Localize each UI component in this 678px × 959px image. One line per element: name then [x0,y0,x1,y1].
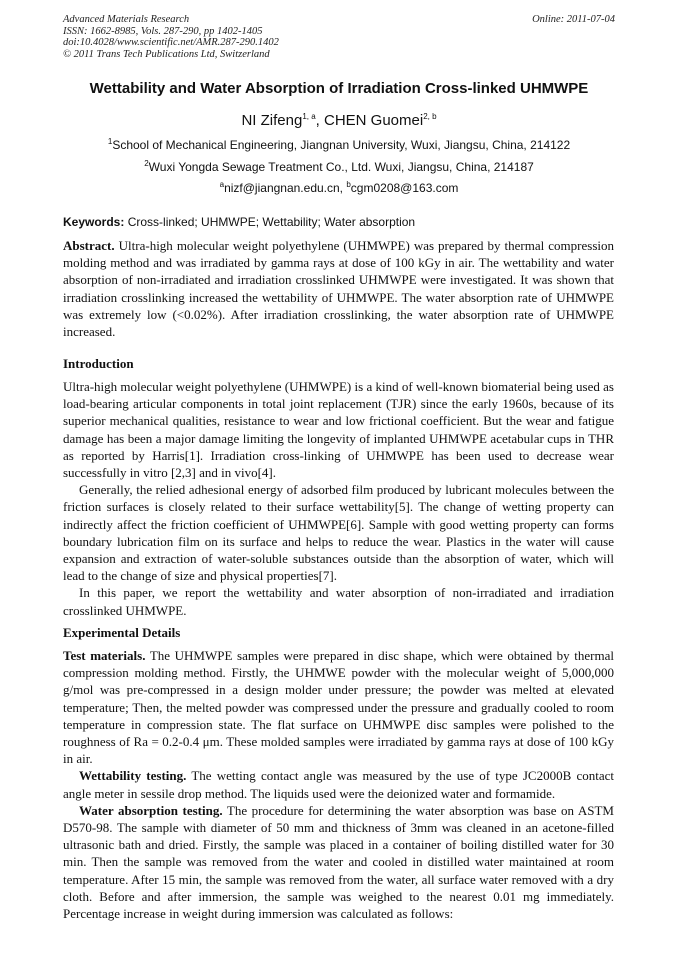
author-separator: , [315,112,324,129]
wettability-paragraph [63,767,614,801]
abstract-block [63,237,614,340]
author-line [40,112,638,129]
introduction-body [63,378,614,619]
email-b-sup: b [346,180,351,189]
issn-line: ISSN: 1662-8985, Vols. 287-290, pp 1402-1405 [63,25,263,37]
affiliation-1-text: School of Mechanical Engineering, Jiangnan University, Wuxi, Jiangsu, China, 214122 [112,138,571,152]
affiliation-1 [40,138,638,152]
experimental-heading: Experimental Details [63,625,181,640]
affiliation-2 [40,160,638,174]
abstract-label: Abstract. [63,238,115,253]
affiliation-2-text: Wuxi Yongda Sewage Treatment Co., Ltd. Wuxi, Jiangsu, China, 214187 [148,160,534,174]
author-1-sup: 1, a [302,112,316,121]
intro-paragraph-3: In this paper, we report the wettability and water absorption of non-irradiated and irradiation crosslinked UHMWPE. [63,585,614,618]
author-2-sup: 2, b [423,112,437,121]
copyright-line: © 2011 Trans Tech Publications Ltd, Switzerland [63,48,270,60]
intro-paragraph-1: Ultra-high molecular weight polyethylene (UHMWPE) is a kind of well-known biomaterial being used as load-bearing articular components in total joint replacement (TJR) since the early 1960s, because of its superior mechanical qualities, resistance to wear and low frictional coefficient. But the wear and fatigue damage has been a major damage limiting the longevity of implanted UHMWPE acetabular cups in THR as reported by Harris[1]. Irradiation cross-linking of UHMWPE has been used to decrease wear successfully in vitro [2,3] and in vivo[4]. [63,379,614,481]
paper-title: Wettability and Water Absorption of Irradiation Cross-linked UHMWPE [89,80,589,97]
email-a-sup: a [219,180,225,189]
wettability-label: Wettability testing. [79,768,187,784]
intro-paragraph-2: Generally, the relied adhesional energy of adsorbed film produced by lubricant molecules between the friction surfaces is closely related to their surface wettability[5]. The change of wetting property can indirectly affect the friction coefficient of UHMWPE[6]. Sample with good wetting property can forms boundary lubrication film on its surface and helps to reduce the wear. Plastics in the water will cause expansion and extraction of water-soluble substances outside than the absorption of water, which will lead to the change of size and physical properties[7]. [63,482,614,584]
abstract-text: Ultra-high molecular weight polyethylene (UHMWPE) was prepared by thermal compression molding method and was irradiated by gamma rays at dose of 100 kGy in air. The wettability and water absorption of non-irradiated and irradiation crosslinked UHMWPE were investigated. It was shown that irradiation crosslinking increased the wettability of UHMWPE. The water absorption rate of UHMWPE was extremely low (<0.02%). After irradiation crosslinking, the water absorption rate of UHMWPE increased. [63,238,614,340]
introduction-heading: Introduction [63,356,134,371]
test-materials-text: The UHMWPE samples were prepared in disc shape, which were obtained by thermal compression molding method. Firstly, the UHMWE powder with the molecular weight of 5,000,000 g/mol was pre-compressed in a design molder under pressure; the powder was melted at elevated temperature; Then, the melted powder was compressed under the pressure and gradually cooled to room temperature in compression state. The flat surface on UHMWPE disc samples were polished to the roughness of Ra = 0.2-0.4 μm. These molded samples were irradiated by gamma rays at dose of 100 kGy in air. [63,648,614,767]
keywords-label: Keywords: [63,215,125,229]
email-a: nizf@jiangnan.edu.cn, [224,181,347,195]
test-materials-paragraph [63,647,614,767]
journal-name: Advanced Materials Research [63,14,190,25]
test-materials-label: Test materials. [63,648,146,663]
keywords-text: Cross-linked; UHMWPE; Wettability; Water absorption [124,215,416,229]
journal-header [63,14,615,60]
water-absorption-label: Water absorption testing. [79,802,223,818]
water-absorption-text: The procedure for determining the water absorption was base on ASTM D570-98. The sample with diameter of 50 mm and thickness of 3mm was cleaned in an acetone-filled ultrasonic bath and dried. Firstly, the sample was placed in a container of boiling distilled water for 30 min. Then the sample was removed from the water and cooled in distilled water maintained at room temperature. After 15 min, the sample was removed from the water, all surface water removed with a dry cloth. Before and after immersion, the sample was weighed to the nearest 0.01 mg immediately. Percentage increase in weight during immersion was calculated as follows: [63,802,614,922]
water-absorption-paragraph [63,802,614,922]
wettability-text: The wetting contact angle was measured by the use of type JC2000B contact angle meter in sessile drop method. The liquids used were the deionized water and formamide. [63,768,614,801]
affiliation-2-sup: 2 [144,159,149,168]
email-b: cgm0208@163.com [350,181,459,195]
author-2-name: CHEN Guomei [324,112,424,129]
experimental-body [63,647,614,922]
author-1-name: NI Zifeng [241,112,303,129]
online-date: Online: 2011-07-04 [532,14,615,25]
doi-line: doi:10.4028/www.scientific.net/AMR.287-290.1402 [63,37,279,48]
email-line [40,181,638,195]
affiliation-1-sup: 1 [107,137,113,146]
keywords-line [63,215,623,229]
